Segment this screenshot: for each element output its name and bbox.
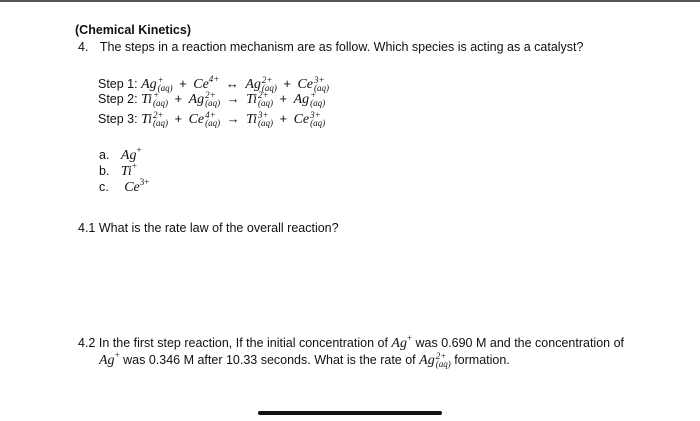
species-ti: Ti 2+ (aq): [246, 89, 274, 108]
plus-sign: +: [174, 111, 183, 126]
option-species: Ag+: [120, 145, 142, 163]
reaction-arrow: →: [226, 111, 240, 126]
species-ce: Ce 3+ (aq): [293, 109, 326, 128]
question-text: was 0.690 M and the concentration of: [415, 336, 624, 350]
question-4-prompt: [78, 39, 583, 55]
option-letter: a.: [99, 148, 110, 162]
species-ag: Ag+: [391, 333, 413, 351]
question-number: 4.2: [78, 336, 96, 350]
top-border: [0, 0, 700, 2]
step-3: [98, 108, 325, 130]
question-text: was 0.346 M after 10.33 seconds. What is the rate of: [123, 353, 416, 367]
reaction-arrow: →: [226, 91, 240, 106]
question-4-1: [78, 220, 339, 236]
species-ti: Ti 2+ (aq): [141, 109, 169, 128]
section-title: (Chemical Kinetics): [75, 23, 192, 37]
question-text: What is the rate law of the overall reaction?: [98, 221, 339, 235]
step-label: Step 2:: [98, 92, 138, 106]
species-ti: Ti + (aq): [141, 89, 169, 108]
home-indicator[interactable]: [258, 411, 442, 415]
question-number: 4.1: [78, 221, 96, 235]
species-ag: Ag 2+ (aq): [188, 89, 221, 108]
species-ti: Ti 3+ (aq): [246, 109, 274, 128]
option-species: $Ce^{3+}$: [124, 177, 150, 195]
species-ce: Ce 4+ (aq): [188, 109, 221, 128]
step-label: Step 1:: [98, 77, 138, 91]
question-4-2-line-2: [99, 344, 510, 369]
option-c: [99, 174, 149, 196]
species-ce: Ce 3+ (aq): [297, 74, 330, 93]
plus-sign: +: [279, 91, 288, 106]
species-ag: Ag + (aq): [141, 74, 173, 93]
option-letter: c.: [99, 180, 109, 194]
plus-sign: +: [279, 111, 288, 126]
question-text: formation.: [454, 353, 510, 367]
plus-sign: +: [174, 91, 183, 106]
species-ag: Ag+: [99, 350, 120, 368]
species-ag: Ag 2+ (aq): [419, 350, 451, 369]
species-ce: $Ce^{4+}$: [193, 74, 220, 92]
species-ag: Ag 2+ (aq): [245, 74, 277, 93]
plus-sign: +: [283, 76, 291, 91]
option-letter: b.: [99, 164, 110, 178]
step-1: [98, 68, 330, 93]
species-ag: Ag + (aq): [293, 89, 326, 108]
step-label: Step 3:: [98, 112, 138, 126]
option-species: Ti+: [120, 161, 137, 179]
plus-sign: +: [179, 76, 187, 91]
equilibrium-arrow: ↔: [225, 76, 239, 91]
question-text: The steps in a reaction mechanism are as follow. Which species is acting as a catalyst?: [99, 40, 584, 54]
step-2: [98, 88, 325, 110]
question-text: In the first step reaction, If the initial concentration of: [98, 336, 388, 350]
question-number: 4.: [78, 40, 89, 54]
